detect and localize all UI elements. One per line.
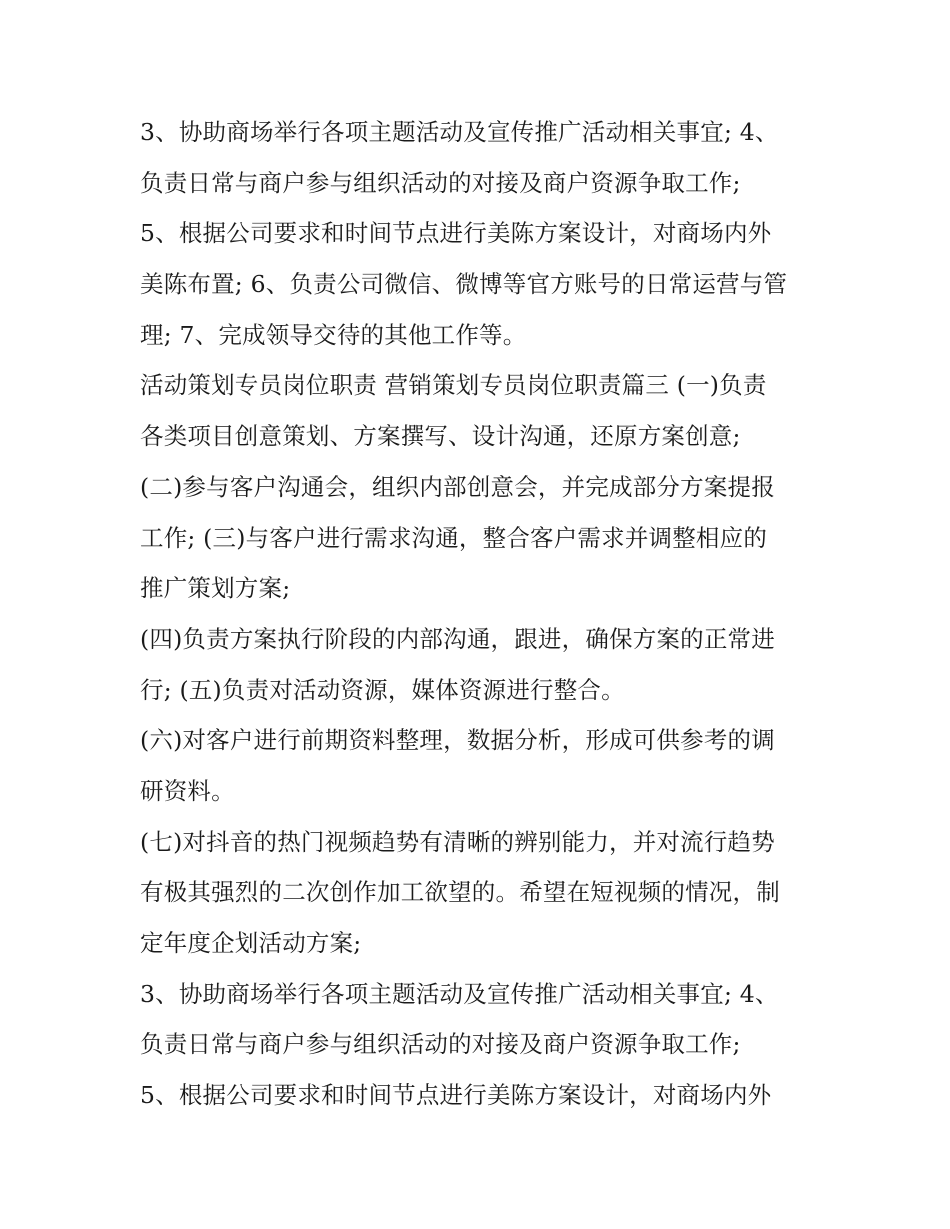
text-line-8: (二)参与客户沟通会，组织内部创意会，并完成部分方案提报 xyxy=(140,472,775,501)
text-line-14: 研资料。 xyxy=(140,776,235,805)
text-line-12: 行; (五)负责对活动资源，媒体资源进行整合。 xyxy=(140,675,625,704)
text-line-15: (七)对抖音的热门视频趋势有清晰的辨别能力，并对流行趋势 xyxy=(140,827,775,856)
text-line-11: (四)负责方案执行阶段的内部沟通，跟进，确保方案的正常进 xyxy=(140,624,775,653)
text-line-9: 工作; (三)与客户进行需求沟通，整合客户需求并调整相应的 xyxy=(140,523,768,552)
text-line-17: 定年度企划活动方案; xyxy=(140,929,362,957)
text-line-19: 负责日常与商户参与组织活动的对接及商户资源争取工作; xyxy=(140,1030,741,1059)
text-line-6: 活动策划专员岗位职责 营销策划专员岗位职责篇三 (一)负责 xyxy=(140,371,767,400)
text-line-16: 有极其强烈的二次创作加工欲望的。希望在短视频的情况，制 xyxy=(140,878,780,907)
text-line-7: 各类项目创意策划、方案撰写、设计沟通，还原方案创意; xyxy=(140,422,741,451)
text-line-13: (六)对客户进行前期资料整理，数据分析，形成可供参考的调 xyxy=(140,726,775,755)
text-line-3: 5、根据公司要求和时间节点进行美陈方案设计，对商场内外 xyxy=(140,219,772,248)
text-line-10: 推广策划方案; xyxy=(140,574,291,603)
document-body xyxy=(140,107,820,1121)
text-line-18: 3、协助商场举行各项主题活动及宣传推广活动相关事宜; 4、 xyxy=(140,979,779,1008)
text-line-4: 美陈布置; 6、负责公司微信、微博等官方账号的日常运营与管 xyxy=(140,270,788,299)
text-line-5: 理; 7、完成领导交待的其他工作等。 xyxy=(140,320,527,349)
text-line-1: 3、协助商场举行各项主题活动及宣传推广活动相关事宜; 4、 xyxy=(140,118,779,146)
text-line-20: 5、根据公司要求和时间节点进行美陈方案设计，对商场内外 xyxy=(140,1081,772,1110)
text-line-2: 负责日常与商户参与组织活动的对接及商户资源争取工作; xyxy=(140,168,741,197)
